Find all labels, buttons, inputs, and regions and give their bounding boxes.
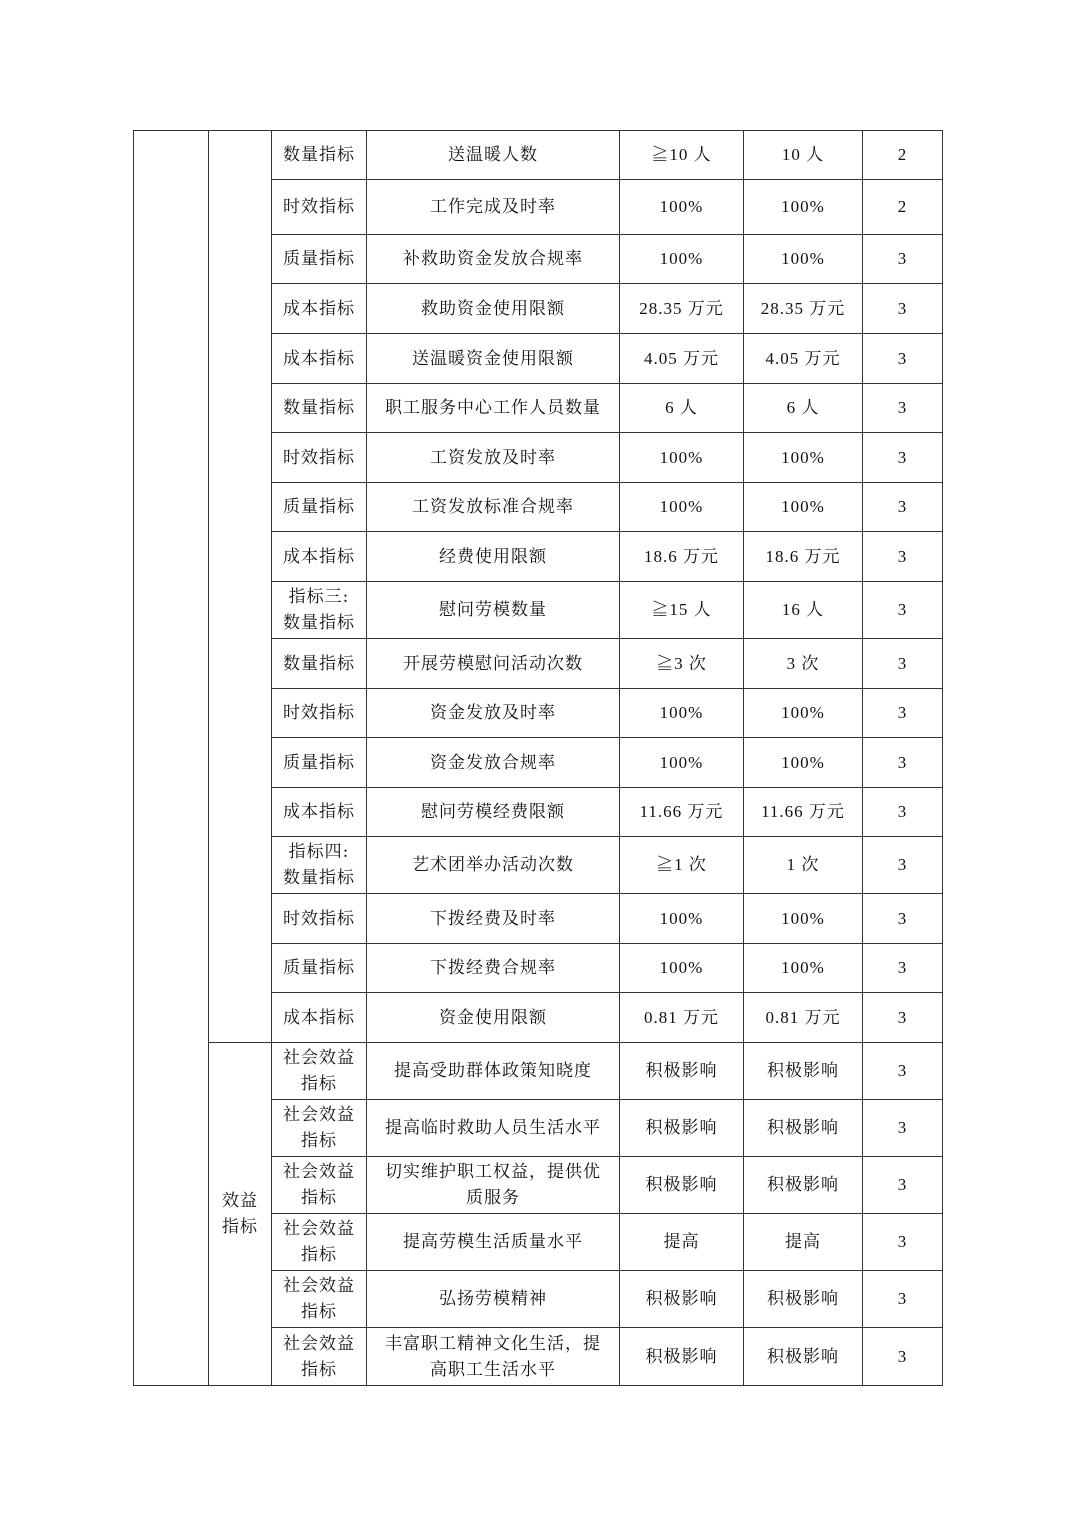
indicator-cell xyxy=(272,1328,367,1386)
actual-cell-text: 积极影响 xyxy=(767,1346,839,1366)
item-cell-text: 资金发放及时率 xyxy=(430,703,556,723)
score-cell-text: 2 xyxy=(897,145,908,164)
item-cell-text: 送温暖人数 xyxy=(448,145,538,165)
actual-cell-text: 100% xyxy=(781,908,825,928)
indicator-cell xyxy=(272,334,367,384)
actual-cell xyxy=(744,1100,863,1157)
target-cell xyxy=(620,1043,744,1100)
indicator-cell-text: 时效指标 xyxy=(283,908,355,929)
score-cell-text: 3 xyxy=(897,348,908,368)
indicator-cell-text: 成本指标 xyxy=(283,802,355,822)
item-cell-text: 资金发放合规率 xyxy=(430,752,556,773)
score-cell xyxy=(863,180,943,235)
target-cell xyxy=(620,639,744,689)
actual-cell xyxy=(744,1157,863,1214)
score-cell-text: 3 xyxy=(897,249,908,268)
actual-cell xyxy=(744,894,863,944)
actual-cell-text: 提高 xyxy=(785,1232,821,1251)
score-cell-text: 3 xyxy=(897,546,908,566)
actual-cell xyxy=(744,284,863,334)
target-cell xyxy=(620,180,744,235)
actual-cell-text: 1 次 xyxy=(786,855,820,874)
item-cell xyxy=(367,1214,620,1271)
indicator-cell-text: 指标四: 数量指标 xyxy=(283,842,355,888)
score-cell-text: 3 xyxy=(897,1175,908,1194)
target-cell-text: 100% xyxy=(659,908,704,928)
score-cell xyxy=(863,639,943,689)
item-cell xyxy=(367,532,620,582)
target-cell xyxy=(620,689,744,738)
score-cell xyxy=(863,1157,943,1214)
actual-cell xyxy=(744,1214,863,1271)
score-cell-text: 3 xyxy=(897,653,908,673)
target-cell xyxy=(620,532,744,582)
indicator-cell xyxy=(272,582,367,639)
score-cell-text: 2 xyxy=(897,197,908,216)
actual-cell-text: 10 人 xyxy=(781,145,825,164)
actual-cell-text: 28.35 万元 xyxy=(760,298,846,318)
actual-cell xyxy=(744,532,863,582)
indicator-cell-text: 时效指标 xyxy=(283,197,355,217)
indicator-cell xyxy=(272,788,367,837)
score-cell-text: 3 xyxy=(897,497,908,516)
actual-cell xyxy=(744,639,863,689)
indicator-cell-text: 社会效益 指标 xyxy=(283,1048,355,1094)
score-cell xyxy=(863,384,943,433)
item-cell xyxy=(367,180,620,235)
score-cell-text: 3 xyxy=(897,802,908,821)
item-cell xyxy=(367,1271,620,1328)
score-cell-text: 3 xyxy=(897,1346,908,1366)
score-cell-text: 3 xyxy=(897,752,908,772)
item-cell xyxy=(367,131,620,180)
indicator-cell-text: 质量指标 xyxy=(283,752,355,773)
actual-cell xyxy=(744,582,863,639)
score-cell-text: 3 xyxy=(897,1118,908,1137)
item-cell-text: 工资发放标准合规率 xyxy=(412,497,574,517)
item-cell-text: 艺术团举办活动次数 xyxy=(412,855,574,875)
indicator-cell xyxy=(272,180,367,235)
target-cell-text: 28.35 万元 xyxy=(639,298,724,318)
indicator-cell-text: 指标三: 数量指标 xyxy=(283,587,355,633)
actual-cell-text: 100% xyxy=(781,752,825,772)
target-cell-text: 积极影响 xyxy=(645,1118,718,1137)
item-cell xyxy=(367,788,620,837)
actual-cell xyxy=(744,180,863,235)
item-cell-text: 提高劳模生活质量水平 xyxy=(403,1232,583,1252)
actual-cell xyxy=(744,1043,863,1100)
score-cell xyxy=(863,993,943,1043)
actual-cell xyxy=(744,1328,863,1386)
actual-cell-text: 100% xyxy=(781,197,825,216)
target-cell-text: 100% xyxy=(659,497,704,516)
target-cell-text: 6 人 xyxy=(665,398,698,417)
item-cell xyxy=(367,639,620,689)
item-cell-text: 开展劳模慰问活动次数 xyxy=(403,653,583,674)
indicator-cell xyxy=(272,284,367,334)
score-cell-text: 3 xyxy=(897,298,908,318)
score-cell-text: 3 xyxy=(897,447,908,467)
item-cell xyxy=(367,284,620,334)
target-cell xyxy=(620,1100,744,1157)
actual-cell-text: 积极影响 xyxy=(767,1118,839,1137)
indicator-cell-text: 成本指标 xyxy=(283,348,355,369)
indicator-cell-text: 社会效益 指标 xyxy=(283,1105,355,1151)
actual-cell xyxy=(744,334,863,384)
item-cell-text: 经费使用限额 xyxy=(439,546,547,567)
item-cell xyxy=(367,384,620,433)
item-cell xyxy=(367,1328,620,1386)
actual-cell xyxy=(744,433,863,483)
actual-cell xyxy=(744,483,863,532)
item-cell xyxy=(367,894,620,944)
target-cell-text: 100% xyxy=(659,249,704,268)
benefit-group-cell xyxy=(209,1043,272,1386)
indicator-cell-text: 时效指标 xyxy=(283,447,355,468)
score-cell-text: 3 xyxy=(897,1007,908,1027)
item-cell xyxy=(367,334,620,384)
item-cell-text: 救助资金使用限额 xyxy=(421,298,565,319)
target-cell xyxy=(620,738,744,788)
actual-cell-text: 3 次 xyxy=(786,653,820,673)
target-cell-text: 0.81 万元 xyxy=(644,1007,719,1027)
target-cell-text: 积极影响 xyxy=(645,1346,718,1366)
score-cell xyxy=(863,788,943,837)
score-cell xyxy=(863,944,943,993)
indicator-cell xyxy=(272,689,367,738)
score-cell xyxy=(863,738,943,788)
target-cell xyxy=(620,334,744,384)
score-cell-text: 3 xyxy=(897,703,908,722)
item-cell-text: 慰问劳模数量 xyxy=(439,600,547,620)
item-cell-text: 资金使用限额 xyxy=(439,1007,547,1028)
indicator-cell-text: 数量指标 xyxy=(283,398,355,418)
target-cell-text: 11.66 万元 xyxy=(639,802,724,821)
score-cell xyxy=(863,532,943,582)
indicator-cell xyxy=(272,1271,367,1328)
score-cell xyxy=(863,837,943,894)
actual-cell-text: 0.81 万元 xyxy=(765,1007,841,1027)
indicator-cell xyxy=(272,433,367,483)
indicator-cell xyxy=(272,639,367,689)
actual-cell-text: 4.05 万元 xyxy=(765,348,841,368)
actual-cell xyxy=(744,788,863,837)
item-cell xyxy=(367,837,620,894)
actual-cell xyxy=(744,131,863,180)
category-cell xyxy=(134,131,209,1386)
target-cell-text: 100% xyxy=(659,197,704,216)
target-cell-text: 100% xyxy=(659,703,704,722)
target-cell xyxy=(620,235,744,284)
score-cell-text: 3 xyxy=(897,1061,908,1080)
indicator-cell-text: 质量指标 xyxy=(283,958,355,978)
table-row xyxy=(134,131,943,180)
indicator-cell xyxy=(272,1157,367,1214)
actual-cell-text: 100% xyxy=(781,703,825,722)
score-cell xyxy=(863,1271,943,1328)
item-cell xyxy=(367,1157,620,1214)
score-cell-text: 3 xyxy=(897,1232,908,1251)
indicator-cell xyxy=(272,131,367,180)
indicator-cell xyxy=(272,1214,367,1271)
indicator-cell xyxy=(272,1100,367,1157)
target-cell xyxy=(620,284,744,334)
score-cell-text: 3 xyxy=(897,398,908,417)
score-cell xyxy=(863,433,943,483)
performance-indicator-table xyxy=(133,130,943,1386)
actual-cell-text: 100% xyxy=(781,249,825,268)
item-cell xyxy=(367,483,620,532)
indicator-cell-text: 成本指标 xyxy=(283,1007,355,1028)
indicator-cell-text: 成本指标 xyxy=(283,298,355,319)
target-cell-text: 积极影响 xyxy=(645,1061,718,1080)
target-cell-text: 积极影响 xyxy=(645,1175,718,1194)
score-cell-text: 3 xyxy=(897,908,908,928)
item-cell-text: 提高受助群体政策知晓度 xyxy=(394,1061,592,1081)
score-cell xyxy=(863,1043,943,1100)
benefit-group-cell-text: 效益 指标 xyxy=(222,1191,258,1237)
target-cell xyxy=(620,1271,744,1328)
score-cell xyxy=(863,483,943,532)
item-cell-text: 补救助资金发放合规率 xyxy=(403,249,583,269)
item-cell xyxy=(367,738,620,788)
item-cell-text: 工作完成及时率 xyxy=(430,197,556,217)
target-cell-text: ≧1 次 xyxy=(656,855,707,874)
indicator-cell-text: 质量指标 xyxy=(283,249,355,269)
score-cell xyxy=(863,334,943,384)
item-cell xyxy=(367,689,620,738)
target-cell xyxy=(620,993,744,1043)
actual-cell xyxy=(744,993,863,1043)
target-cell-text: 18.6 万元 xyxy=(644,546,719,566)
indicator-cell xyxy=(272,738,367,788)
indicator-cell xyxy=(272,993,367,1043)
indicator-cell xyxy=(272,532,367,582)
item-cell-text: 提高临时救助人员生活水平 xyxy=(385,1118,601,1138)
target-cell xyxy=(620,483,744,532)
item-cell-text: 慰问劳模经费限额 xyxy=(421,802,565,822)
indicator-cell-text: 社会效益 指标 xyxy=(283,1162,355,1208)
score-cell xyxy=(863,689,943,738)
target-cell-text: 积极影响 xyxy=(645,1289,718,1308)
actual-cell-text: 18.6 万元 xyxy=(765,546,841,566)
indicator-cell-text: 社会效益 指标 xyxy=(283,1333,355,1380)
target-cell-text: 100% xyxy=(659,958,704,977)
item-cell xyxy=(367,235,620,284)
output-group-cell xyxy=(209,131,272,1043)
target-cell-text: 4.05 万元 xyxy=(644,348,719,368)
target-cell xyxy=(620,837,744,894)
score-cell-text: 3 xyxy=(897,855,908,874)
target-cell-text: 100% xyxy=(659,447,704,467)
score-cell xyxy=(863,284,943,334)
score-cell xyxy=(863,894,943,944)
item-cell-text: 下拨经费及时率 xyxy=(430,908,556,929)
item-cell-text: 切实维护职工权益，提供优 质服务 xyxy=(385,1162,601,1208)
indicator-cell xyxy=(272,384,367,433)
item-cell-text: 工资发放及时率 xyxy=(430,447,556,468)
indicator-cell xyxy=(272,235,367,284)
score-cell xyxy=(863,1328,943,1386)
actual-cell-text: 积极影响 xyxy=(767,1289,839,1308)
indicator-cell-text: 成本指标 xyxy=(283,546,355,567)
actual-cell-text: 16 人 xyxy=(781,600,825,619)
item-cell xyxy=(367,582,620,639)
target-cell xyxy=(620,1214,744,1271)
item-cell xyxy=(367,944,620,993)
target-cell xyxy=(620,433,744,483)
indicator-cell xyxy=(272,944,367,993)
item-cell-text: 丰富职工精神文化生活，提 高职工生活水平 xyxy=(385,1333,601,1380)
target-cell xyxy=(620,582,744,639)
table-body xyxy=(134,131,943,1386)
score-cell xyxy=(863,1100,943,1157)
target-cell-text: ≧3 次 xyxy=(656,653,707,673)
actual-cell xyxy=(744,689,863,738)
indicator-cell-text: 社会效益 指标 xyxy=(283,1219,355,1265)
indicator-cell xyxy=(272,837,367,894)
target-cell xyxy=(620,1328,744,1386)
indicator-cell xyxy=(272,894,367,944)
item-cell-text: 下拨经费合规率 xyxy=(430,958,556,978)
indicator-cell xyxy=(272,483,367,532)
actual-cell-text: 100% xyxy=(781,447,825,467)
target-cell xyxy=(620,1157,744,1214)
actual-cell-text: 100% xyxy=(781,958,825,977)
item-cell-text: 送温暖资金使用限额 xyxy=(412,348,574,369)
score-cell xyxy=(863,131,943,180)
actual-cell xyxy=(744,944,863,993)
indicator-cell-text: 社会效益 指标 xyxy=(283,1276,355,1322)
target-cell xyxy=(620,944,744,993)
indicator-cell-text: 数量指标 xyxy=(283,653,355,674)
target-cell xyxy=(620,384,744,433)
item-cell xyxy=(367,1043,620,1100)
item-cell-text: 弘扬劳模精神 xyxy=(439,1289,547,1309)
actual-cell xyxy=(744,738,863,788)
target-cell-text: 100% xyxy=(659,752,704,772)
score-cell xyxy=(863,1214,943,1271)
target-cell-text: ≧15 人 xyxy=(651,600,712,619)
score-cell-text: 3 xyxy=(897,1289,908,1308)
actual-cell xyxy=(744,1271,863,1328)
item-cell xyxy=(367,1100,620,1157)
target-cell-text: 提高 xyxy=(663,1232,700,1251)
score-cell-text: 3 xyxy=(897,600,908,619)
target-cell xyxy=(620,131,744,180)
indicator-cell-text: 数量指标 xyxy=(283,145,355,165)
indicator-cell-text: 质量指标 xyxy=(283,497,355,517)
actual-cell-text: 积极影响 xyxy=(767,1175,839,1194)
target-cell xyxy=(620,894,744,944)
score-cell xyxy=(863,235,943,284)
actual-cell xyxy=(744,235,863,284)
target-cell xyxy=(620,788,744,837)
actual-cell-text: 100% xyxy=(781,497,825,516)
score-cell xyxy=(863,582,943,639)
actual-cell xyxy=(744,384,863,433)
item-cell xyxy=(367,433,620,483)
score-cell-text: 3 xyxy=(897,958,908,977)
actual-cell-text: 11.66 万元 xyxy=(761,802,845,821)
table-row xyxy=(134,1043,943,1100)
indicator-cell-text: 时效指标 xyxy=(283,703,355,723)
actual-cell-text: 6 人 xyxy=(786,398,820,417)
actual-cell-text: 积极影响 xyxy=(767,1061,839,1080)
indicator-cell xyxy=(272,1043,367,1100)
actual-cell xyxy=(744,837,863,894)
item-cell-text: 职工服务中心工作人员数量 xyxy=(385,398,601,418)
target-cell-text: ≧10 人 xyxy=(651,145,712,164)
item-cell xyxy=(367,993,620,1043)
